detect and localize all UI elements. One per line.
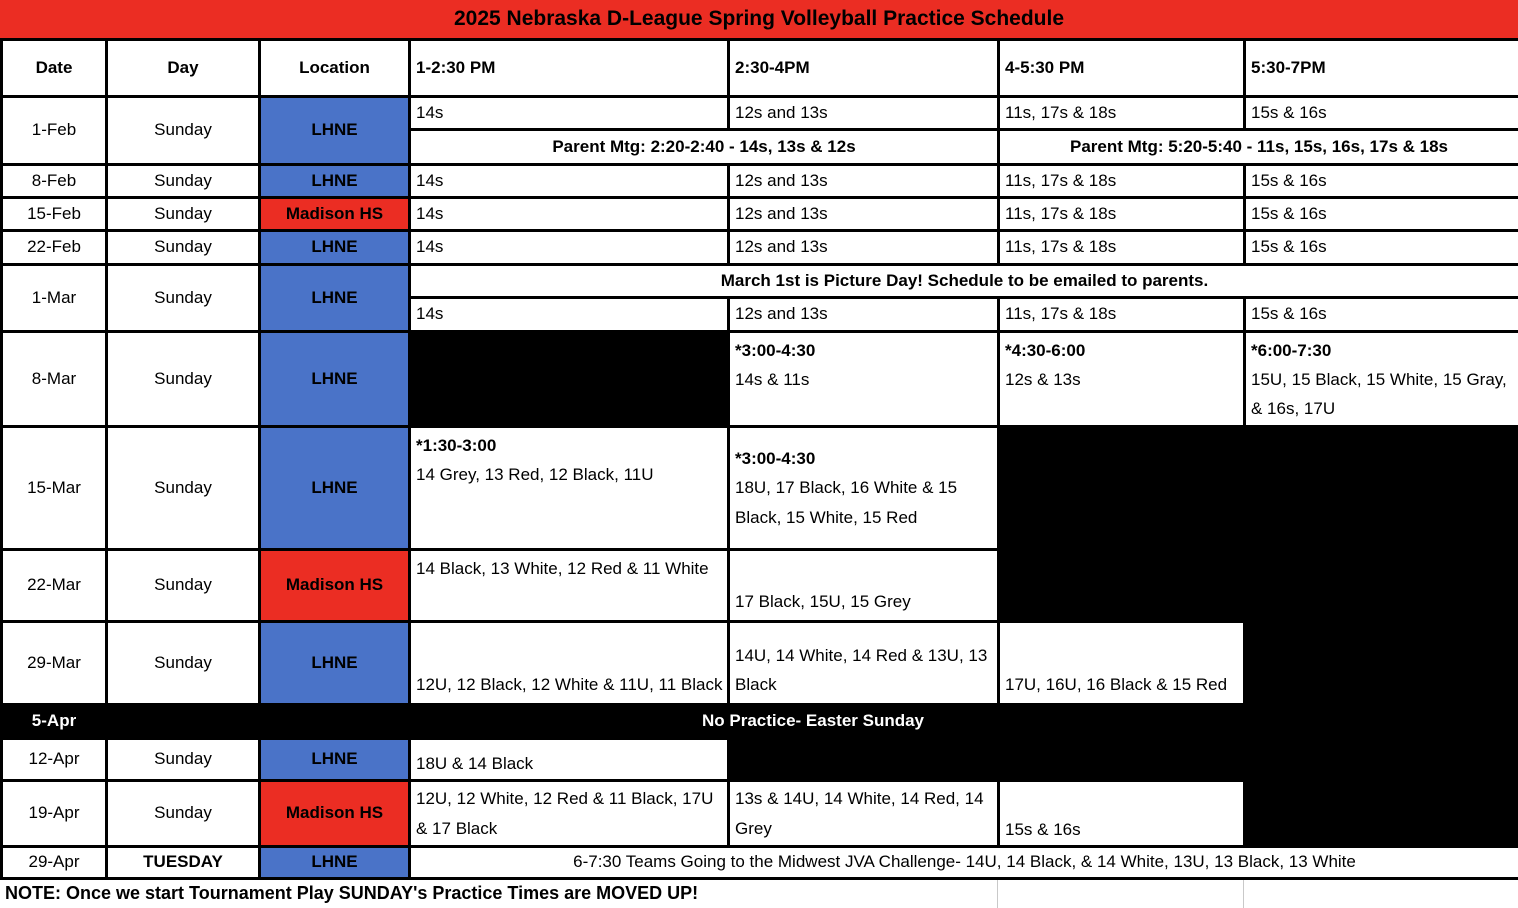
cell-feb8-t3: 11s, 17s & 18s [999,165,1245,198]
row-feb22 [2,231,1518,265]
col-header-date: Date [2,40,107,97]
cell-mar22-t1: 14 Black, 13 White, 12 Red & 11 White [410,550,729,622]
cell-mar8-t3 [999,332,1245,427]
cell-feb22-day: Sunday [107,231,260,265]
cell-feb8-t2: 12s and 13s [729,165,999,198]
cell-apr19-date: 19-Apr [2,781,107,847]
cell-mar22-date: 22-Mar [2,550,107,622]
row-apr19 [2,781,1518,847]
cell-apr12-day: Sunday [107,739,260,781]
row-mar1-notice [2,265,1518,298]
page-title: 2025 Nebraska D-League Spring Volleyball Practice Schedule [453,7,1065,30]
cell-feb15-location: Madison HS [260,198,410,231]
cell-mar1-t2: 12s and 13s [729,298,999,332]
col-header-location: Location [260,40,410,97]
col-header-t4: 5:30-7PM [1245,40,1518,97]
cell-apr19-location: Madison HS [260,781,410,847]
cell-feb8-day: Sunday [107,165,260,198]
cell-feb22-date: 22-Feb [2,231,107,265]
cell-feb1-t1: 14s [410,97,729,130]
row-feb1 [2,97,1518,130]
cell-mar8-date: 8-Mar [2,332,107,427]
cell-mar15-location: LHNE [260,427,410,550]
cell-apr29-jva-challenge-notice: 6-7:30 Teams Going to the Midwest JVA Challenge- 14U, 14 Black, & 14 White, 13U, 13 Black, 13 White [410,847,1518,879]
mar8-t2-time-label: *3:00-4:30 [735,341,816,360]
cell-feb8-t4: 15s & 16s [1245,165,1518,198]
cell-mar22-t2: 17 Black, 15U, 15 Grey [729,550,999,622]
cell-feb1-day: Sunday [107,97,260,165]
schedule-table [0,38,1518,880]
cell-mar29-date: 29-Mar [2,622,107,705]
row-apr5 [2,705,1518,739]
footer-note: NOTE: Once we start Tournament Play SUNDAY's Practice Times are MOVED UP! [5,883,699,903]
cell-feb15-t4: 15s & 16s [1245,198,1518,231]
cell-feb1-t3: 11s, 17s & 18s [999,97,1245,130]
cell-feb15-t2: 12s and 13s [729,198,999,231]
cell-apr12-t1: 18U & 14 Black [410,739,729,781]
mar15-t1-time-label: *1:30-3:00 [416,436,497,455]
cell-mar1-picture-day-notice: March 1st is Picture Day! Schedule to be emailed to parents. [410,265,1518,298]
mar8-t4-teams: 15U, 15 Black, 15 White, 15 Gray, & 16s, 17U [1251,370,1507,419]
col-header-t2: 2:30-4PM [729,40,999,97]
title-bar [0,0,1518,38]
cell-feb1-t2: 12s and 13s [729,97,999,130]
mar15-t2-time-label: *3:00-4:30 [735,449,816,469]
mar8-t2-teams: 14s & 11s [735,370,810,390]
cell-mar15-t3-t4-blackout [999,427,1518,550]
cell-feb22-t1: 14s [410,231,729,265]
col-header-t3: 4-5:30 PM [999,40,1245,97]
cell-apr12-location: LHNE [260,739,410,781]
row-feb15 [2,198,1518,231]
cell-mar22-day: Sunday [107,550,260,622]
header-row [2,40,1518,97]
mar15-t2-teams: 18U, 17 Black, 16 White & 15 Black, 15 White, 15 Red [735,478,958,527]
mar8-t4-time-label: *6:00-7:30 [1251,341,1332,360]
cell-feb15-t3: 11s, 17s & 18s [999,198,1245,231]
row-feb8 [2,165,1518,198]
cell-mar15-day: Sunday [107,427,260,550]
cell-feb22-t2: 12s and 13s [729,231,999,265]
mar8-t3-teams: 12s & 13s [1005,370,1081,390]
gridline-vertical-2 [1243,880,1244,908]
cell-feb1-parent-mtg-early: Parent Mtg: 2:20-2:40 - 14s, 13s & 12s [410,130,999,165]
cell-apr19-t3: 15s & 16s [999,781,1245,847]
cell-apr19-t1: 12U, 12 White, 12 Red & 11 Black, 17U & 17 Black [410,781,729,847]
cell-feb15-date: 15-Feb [2,198,107,231]
cell-mar8-t4 [1245,332,1518,427]
cell-feb1-location: LHNE [260,97,410,165]
cell-apr12-t2-t4-blackout [729,739,1518,781]
cell-mar29-t4-blackout [1245,622,1518,705]
cell-apr19-day: Sunday [107,781,260,847]
cell-feb22-t4: 15s & 16s [1245,231,1518,265]
cell-mar1-t1: 14s [410,298,729,332]
cell-feb1-date: 1-Feb [2,97,107,165]
row-mar22 [2,550,1518,622]
cell-mar1-date: 1-Mar [2,265,107,332]
cell-apr29-day: TUESDAY [107,847,260,879]
cell-mar22-location: Madison HS [260,550,410,622]
cell-apr5-no-practice-notice: No Practice- Easter Sunday [107,705,1518,739]
cell-mar15-t1 [410,427,729,550]
cell-apr19-t2: 13s & 14U, 14 White, 14 Red, 14 Grey [729,781,999,847]
cell-apr29-date: 29-Apr [2,847,107,879]
cell-apr5-date: 5-Apr [2,705,107,739]
footer-note-row [0,880,1518,908]
gridline-vertical-1 [997,880,998,908]
cell-feb15-t1: 14s [410,198,729,231]
row-apr12 [2,739,1518,781]
cell-apr12-date: 12-Apr [2,739,107,781]
row-mar15 [2,427,1518,550]
cell-mar1-day: Sunday [107,265,260,332]
row-mar29 [2,622,1518,705]
cell-mar15-date: 15-Mar [2,427,107,550]
cell-feb1-t4: 15s & 16s [1245,97,1518,130]
cell-mar29-location: LHNE [260,622,410,705]
cell-feb15-day: Sunday [107,198,260,231]
col-header-day: Day [107,40,260,97]
mar8-t3-time-label: *4:30-6:00 [1005,341,1086,360]
cell-apr19-t4-blackout [1245,781,1518,847]
row-apr29 [2,847,1518,879]
cell-mar8-t2 [729,332,999,427]
cell-mar1-location: LHNE [260,265,410,332]
mar15-t1-teams: 14 Grey, 13 Red, 12 Black, 11U [416,465,654,485]
cell-feb22-t3: 11s, 17s & 18s [999,231,1245,265]
cell-mar22-t3-t4-blackout [999,550,1518,622]
cell-mar15-t2 [729,427,999,550]
cell-mar8-location: LHNE [260,332,410,427]
cell-feb8-date: 8-Feb [2,165,107,198]
cell-feb8-location: LHNE [260,165,410,198]
cell-feb1-parent-mtg-late: Parent Mtg: 5:20-5:40 - 11s, 15s, 16s, 17s & 18s [999,130,1518,165]
cell-feb8-t1: 14s [410,165,729,198]
cell-mar1-t4: 15s & 16s [1245,298,1518,332]
cell-apr29-location: LHNE [260,847,410,879]
col-header-t1: 1-2:30 PM [410,40,729,97]
cell-mar29-day: Sunday [107,622,260,705]
cell-mar8-t1-blackout [410,332,729,427]
cell-mar29-t3: 17U, 16U, 16 Black & 15 Red [999,622,1245,705]
cell-mar8-day: Sunday [107,332,260,427]
cell-mar29-t1: 12U, 12 Black, 12 White & 11U, 11 Black [410,622,729,705]
cell-mar1-t3: 11s, 17s & 18s [999,298,1245,332]
row-mar8 [2,332,1518,427]
cell-mar29-t2: 14U, 14 White, 14 Red & 13U, 13 Black [729,622,999,705]
cell-feb22-location: LHNE [260,231,410,265]
